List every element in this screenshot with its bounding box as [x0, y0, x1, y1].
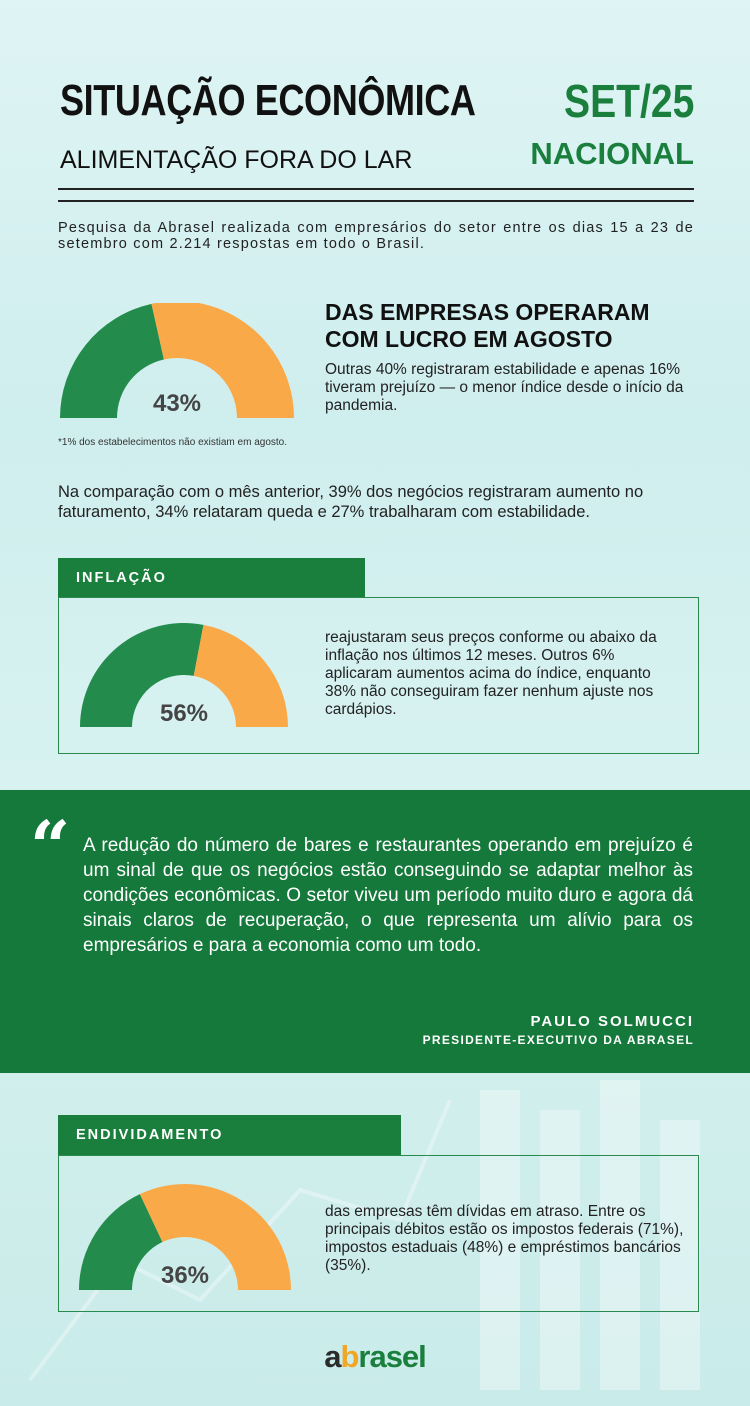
quote-author-role: PRESIDENTE-EXECUTIVO DA ABRASEL	[422, 1033, 694, 1047]
gauge-green-segment	[60, 304, 164, 418]
quote-text: A redução do número de bares e restaurantes operando em prejuízo é um sinal de que os negócios estão conseguindo se adaptar melhor às condições econômicas. O setor viveu um período muito duro e agora dá sinais claros de recuperação, o que representa um alívio para os empresários e para a economia como um todo.	[83, 835, 693, 956]
endividamento-section-header	[58, 1115, 401, 1155]
date-label: SET/25	[563, 75, 694, 127]
inflacao-section-header	[58, 558, 365, 598]
inflacao-section-title: INFLAÇÃO	[76, 570, 167, 586]
inflacao-description: reajustaram seus preços conforme ou abaixo da inflação nos últimos 12 meses. Outros 6% aplicaram aumentos acima do índice, enquanto 38% não conseguiram fazer nenhum ajuste nos cardápios.	[325, 629, 657, 718]
quote-author: PAULO SOLMUCCI	[530, 1013, 694, 1030]
region-label: NACIONAL	[530, 136, 694, 171]
endividamento-section-title: ENDIVIDAMENTO	[76, 1127, 224, 1143]
lucro-footnote: *1% dos estabelecimentos não existiam em agosto.	[58, 437, 288, 448]
quote-icon: “	[30, 805, 71, 888]
page-title: SITUAÇÃO ECONÔMICA	[60, 76, 476, 125]
lucro-heading: DAS EMPRESAS OPERARAM COM LUCRO EM AGOSTO	[325, 299, 650, 352]
inflacao-gauge	[0, 623, 360, 733]
abrasel-logo	[0, 1339, 750, 1375]
logo-part-3: rasel	[358, 1339, 426, 1374]
lucro-percent: 43%	[152, 390, 202, 417]
logo-part-1: a	[324, 1339, 341, 1374]
page-subtitle: ALIMENTAÇÃO FORA DO LAR	[60, 146, 413, 174]
inflacao-percent: 56%	[159, 700, 209, 727]
header-divider-bottom	[58, 200, 694, 202]
intro-text: Pesquisa da Abrasel realizada com empresários do setor entre os dias 15 a 23 de setembro com 2.214 respostas em todo o Brasil.	[58, 220, 694, 252]
lucro-description: Outras 40% registraram estabilidade e apenas 16% tiveram prejuízo — o menor índice desde o início da pandemia.	[325, 361, 684, 414]
lucro-gauge	[0, 303, 360, 423]
header-divider-top	[58, 188, 694, 190]
comparison-text: Na comparação com o mês anterior, 39% dos negócios registraram aumento no faturamento, 34% relataram queda e 27% trabalharam com estabilidade.	[58, 483, 644, 521]
logo-part-2: b	[340, 1339, 359, 1374]
endividamento-gauge	[0, 1184, 360, 1296]
endividamento-percent: 36%	[160, 1262, 210, 1289]
endividamento-description: das empresas têm dívidas em atraso. Entre os principais débitos estão os impostos federais (71%), impostos estaduais (48%) e empréstimos bancários (35%).	[325, 1203, 684, 1274]
